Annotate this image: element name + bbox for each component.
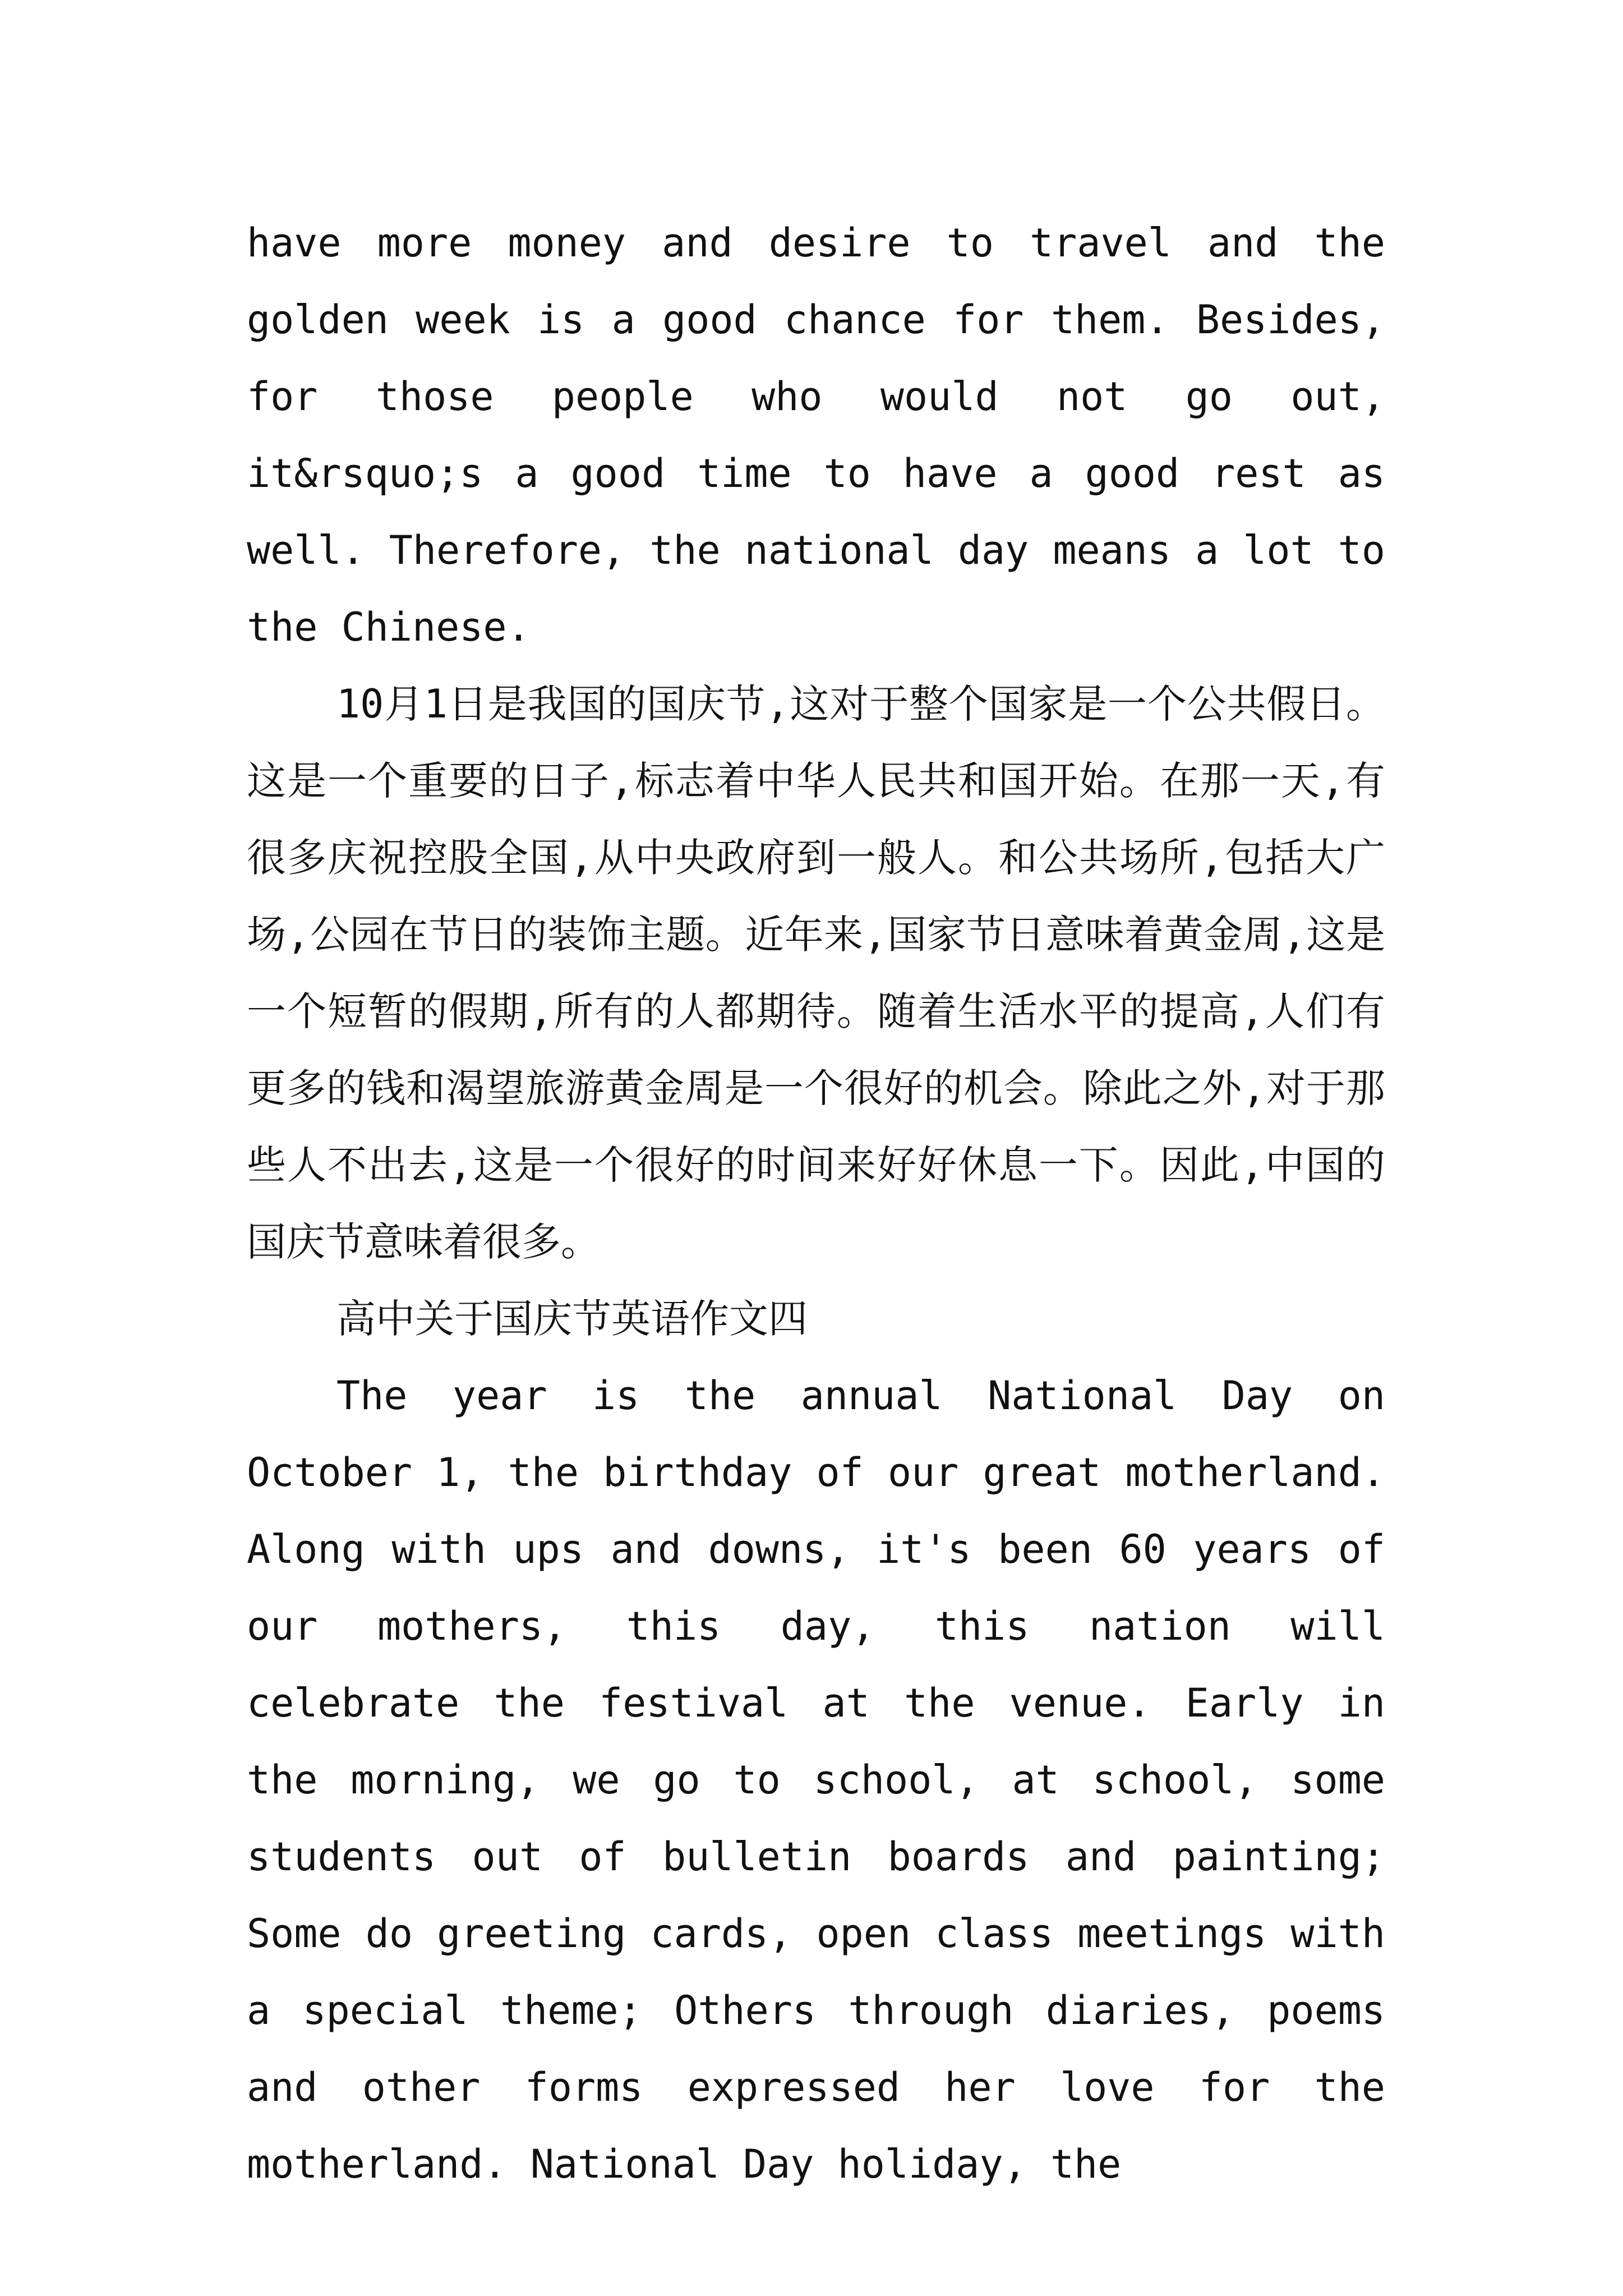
paragraph-english-essay-four: The year is the annual National Day on October 1, the birthday of our great motherland. Along with ups and downs, it's been 60 years of our mothers, this day, this nation will celebrate the festival at the venue. Early in the morning, we go to school, at school, some students out of bulletin boards and painting; Some do greeting cards, open class meetings with a special theme; Others through diaries, poems and other forms expressed her love for the motherland. National Day holiday, the: [247, 1373, 1385, 2187]
section-heading: 高中关于国庆节英语作文四: [336, 1296, 808, 1342]
paragraph-chinese-translation: 10月1日是我国的国庆节,这对于整个国家是一个公共假日。这是一个重要的日子,标志着中华人民共和国开始。在那一天,有很多庆祝控股全国,从中央政府到一般人。和公共场所,包括大广场,公园在节日的装饰主题。近年来,国家节日意味着黄金周,这是一个短暂的假期,所有的人都期待。随着生活水平的提高,人们有更多的钱和渴望旅游黄金周是一个很好的机会。除此之外,对于那些人不出去,这是一个很好的时间来好好休息一下。因此,中国的国庆节意味着很多。: [247, 681, 1385, 1265]
paragraph-english-continuation: have more money and desire to travel and the golden week is a good chance for them. Besides, for those people who would not go out, it&rsquo;s a good time to have a good rest as well. Therefore, the national day means a lot to the Chinese.: [247, 220, 1385, 650]
document-body: [247, 205, 1385, 2203]
